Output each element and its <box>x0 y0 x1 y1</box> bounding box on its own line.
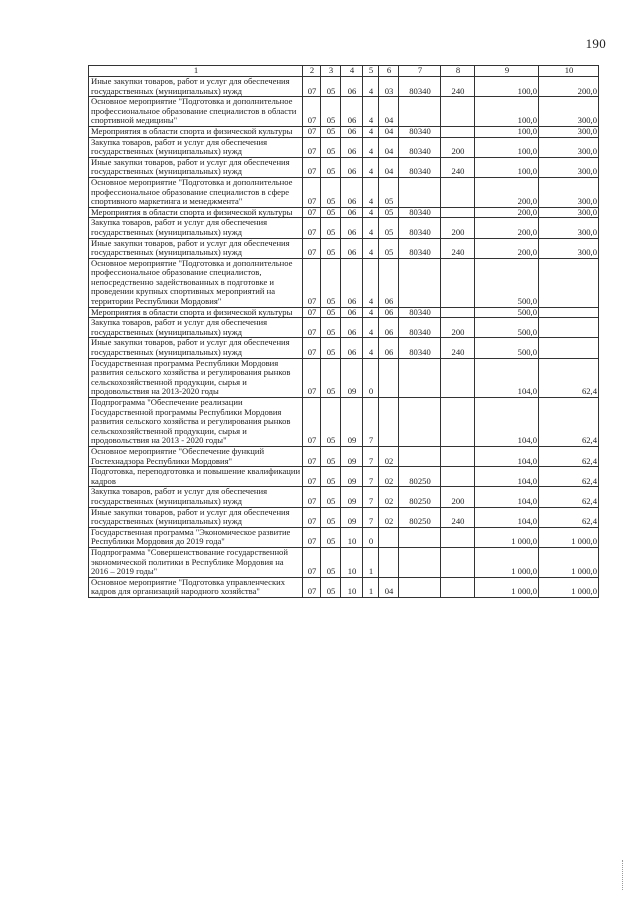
code-subsection: 06 <box>341 77 363 97</box>
code-subsection: 09 <box>341 467 363 487</box>
code-subprogram: 4 <box>363 157 379 177</box>
table-row <box>89 446 599 466</box>
row-name: Иные закупки товаров, работ и услуг для обеспечения государственных (муниципальных) нужд <box>89 157 303 177</box>
code-expense-type <box>441 307 475 318</box>
code-subprogram: 4 <box>363 258 379 307</box>
table-row <box>89 487 599 507</box>
amount-year-1: 500,0 <box>475 318 539 338</box>
table-row <box>89 137 599 157</box>
code-direction <box>399 358 441 397</box>
code-subsection: 06 <box>341 126 363 137</box>
table-row <box>89 258 599 307</box>
code-section: 05 <box>321 137 341 157</box>
amount-year-2: 62,4 <box>539 358 599 397</box>
code-direction: 80340 <box>399 137 441 157</box>
table-row <box>89 467 599 487</box>
code-section: 05 <box>321 157 341 177</box>
table-body <box>89 77 599 598</box>
amount-year-1: 100,0 <box>475 137 539 157</box>
code-subsection: 06 <box>341 258 363 307</box>
code-subprogram: 7 <box>363 507 379 527</box>
row-name: Подготовка, переподготовка и повышение квалификации кадров <box>89 467 303 487</box>
code-chapter: 07 <box>303 547 321 577</box>
column-header-5: 5 <box>363 66 379 77</box>
code-direction: 80250 <box>399 467 441 487</box>
code-subprogram: 7 <box>363 398 379 447</box>
code-subsection: 06 <box>341 157 363 177</box>
column-header-10: 10 <box>539 66 599 77</box>
code-subprogram: 4 <box>363 338 379 358</box>
column-header-4: 4 <box>341 66 363 77</box>
code-expense-type <box>441 446 475 466</box>
code-subsection: 06 <box>341 238 363 258</box>
code-expense-type <box>441 398 475 447</box>
code-chapter: 07 <box>303 157 321 177</box>
code-subprogram: 4 <box>363 126 379 137</box>
code-subsection: 09 <box>341 398 363 447</box>
amount-year-2 <box>539 258 599 307</box>
code-chapter: 07 <box>303 318 321 338</box>
code-event: 04 <box>379 97 399 127</box>
code-section: 05 <box>321 487 341 507</box>
table-row <box>89 338 599 358</box>
row-name: Закупка товаров, работ и услуг для обеспечения государственных (муниципальных) нужд <box>89 487 303 507</box>
code-subsection: 10 <box>341 577 363 597</box>
column-header-2: 2 <box>303 66 321 77</box>
code-subprogram: 4 <box>363 307 379 318</box>
code-event: 02 <box>379 507 399 527</box>
code-expense-type: 240 <box>441 338 475 358</box>
column-header-3: 3 <box>321 66 341 77</box>
code-chapter: 07 <box>303 177 321 207</box>
code-subprogram: 4 <box>363 318 379 338</box>
code-section: 05 <box>321 97 341 127</box>
code-section: 05 <box>321 507 341 527</box>
code-chapter: 07 <box>303 577 321 597</box>
row-name: Закупка товаров, работ и услуг для обеспечения государственных (муниципальных) нужд <box>89 137 303 157</box>
row-name: Иные закупки товаров, работ и услуг для обеспечения государственных (муниципальных) нужд <box>89 338 303 358</box>
code-subprogram: 4 <box>363 218 379 238</box>
table-row <box>89 207 599 218</box>
amount-year-1: 104,0 <box>475 446 539 466</box>
code-subprogram: 4 <box>363 207 379 218</box>
code-expense-type <box>441 177 475 207</box>
table-row <box>89 318 599 338</box>
code-direction <box>399 446 441 466</box>
amount-year-2: 62,4 <box>539 446 599 466</box>
amount-year-2: 1 000,0 <box>539 577 599 597</box>
code-chapter: 07 <box>303 126 321 137</box>
code-subsection: 06 <box>341 318 363 338</box>
code-event: 05 <box>379 177 399 207</box>
code-direction: 80340 <box>399 238 441 258</box>
code-direction <box>399 258 441 307</box>
code-event: 02 <box>379 446 399 466</box>
code-event: 04 <box>379 126 399 137</box>
row-name: Иные закупки товаров, работ и услуг для обеспечения государственных (муниципальных) нужд <box>89 507 303 527</box>
amount-year-1: 100,0 <box>475 77 539 97</box>
amount-year-1: 200,0 <box>475 238 539 258</box>
code-section: 05 <box>321 258 341 307</box>
code-direction: 80340 <box>399 157 441 177</box>
code-expense-type: 200 <box>441 318 475 338</box>
code-subprogram: 4 <box>363 97 379 127</box>
amount-year-2: 300,0 <box>539 97 599 127</box>
code-section: 05 <box>321 177 341 207</box>
code-chapter: 07 <box>303 137 321 157</box>
code-chapter: 07 <box>303 338 321 358</box>
code-subsection: 10 <box>341 547 363 577</box>
row-name: Государственная программа "Экономическое развитие Республики Мордовия до 2019 года" <box>89 527 303 547</box>
code-chapter: 07 <box>303 77 321 97</box>
table-row <box>89 507 599 527</box>
table-row <box>89 577 599 597</box>
amount-year-1: 104,0 <box>475 487 539 507</box>
row-name: Подпрограмма "Совершенствование государственной экономической политики в Республике Мордовия на 2016 – 2019 годы" <box>89 547 303 577</box>
row-name: Закупка товаров, работ и услуг для обеспечения государственных (муниципальных) нужд <box>89 318 303 338</box>
amount-year-1: 1 000,0 <box>475 527 539 547</box>
code-direction: 80340 <box>399 77 441 97</box>
code-section: 05 <box>321 318 341 338</box>
code-event: 06 <box>379 258 399 307</box>
code-direction <box>399 398 441 447</box>
table-row <box>89 77 599 97</box>
page-number: 190 <box>585 36 606 51</box>
code-section: 05 <box>321 207 341 218</box>
code-expense-type: 240 <box>441 157 475 177</box>
amount-year-1: 1 000,0 <box>475 547 539 577</box>
code-chapter: 07 <box>303 238 321 258</box>
code-section: 05 <box>321 527 341 547</box>
amount-year-2: 300,0 <box>539 207 599 218</box>
code-section: 05 <box>321 467 341 487</box>
code-expense-type <box>441 258 475 307</box>
code-subsection: 06 <box>341 218 363 238</box>
header-row <box>89 66 599 77</box>
code-section: 05 <box>321 547 341 577</box>
code-chapter: 07 <box>303 218 321 238</box>
code-section: 05 <box>321 338 341 358</box>
code-section: 05 <box>321 577 341 597</box>
amount-year-2: 62,4 <box>539 467 599 487</box>
table-row <box>89 177 599 207</box>
code-subsection: 09 <box>341 507 363 527</box>
code-chapter: 07 <box>303 487 321 507</box>
amount-year-1: 200,0 <box>475 207 539 218</box>
code-event <box>379 547 399 577</box>
code-event: 06 <box>379 318 399 338</box>
table-row <box>89 527 599 547</box>
code-subprogram: 4 <box>363 238 379 258</box>
code-expense-type <box>441 358 475 397</box>
scan-edge-mark <box>622 860 627 890</box>
row-name: Иные закупки товаров, работ и услуг для обеспечения государственных (муниципальных) нужд <box>89 238 303 258</box>
code-expense-type <box>441 126 475 137</box>
code-expense-type: 200 <box>441 137 475 157</box>
amount-year-1: 100,0 <box>475 157 539 177</box>
code-event: 06 <box>379 338 399 358</box>
row-name: Основное мероприятие "Обеспечение функций Гостехнадзора Республики Мордовия" <box>89 446 303 466</box>
code-section: 05 <box>321 238 341 258</box>
row-name: Государственная программа Республики Мордовия развития сельского хозяйства и регулирования рынков сельскохозяйственной продукции, сырья и продовольствия на 2013-2020 годы <box>89 358 303 397</box>
code-section: 05 <box>321 307 341 318</box>
code-subprogram: 4 <box>363 177 379 207</box>
code-subsection: 09 <box>341 446 363 466</box>
amount-year-2: 1 000,0 <box>539 527 599 547</box>
code-chapter: 07 <box>303 307 321 318</box>
column-header-8: 8 <box>441 66 475 77</box>
table-row <box>89 218 599 238</box>
column-header-1: 1 <box>89 66 303 77</box>
amount-year-2: 300,0 <box>539 126 599 137</box>
code-direction: 80250 <box>399 487 441 507</box>
code-event: 04 <box>379 577 399 597</box>
amount-year-2: 300,0 <box>539 137 599 157</box>
amount-year-2 <box>539 318 599 338</box>
code-chapter: 07 <box>303 398 321 447</box>
row-name: Основное мероприятие "Подготовка и дополнительное профессиональное образование специалистов, непосредственно задействованных в подготовке и проведении крупных спортивных мероприятий на территории Республики Мордовия" <box>89 258 303 307</box>
code-direction <box>399 547 441 577</box>
amount-year-1: 500,0 <box>475 258 539 307</box>
row-name: Подпрограмма "Обеспечение реализации Государственной программы Республики Мордовия развития сельского хозяйства и регулирования рынков сельскохозяйственной продукции, сырья и продовольствия на 2013 - 2020 годы" <box>89 398 303 447</box>
code-event: 04 <box>379 137 399 157</box>
amount-year-2: 300,0 <box>539 177 599 207</box>
row-name: Основное мероприятие "Подготовка управленческих кадров для организаций народного хозяйства" <box>89 577 303 597</box>
code-section: 05 <box>321 358 341 397</box>
code-event <box>379 398 399 447</box>
amount-year-2: 62,4 <box>539 487 599 507</box>
code-direction: 80340 <box>399 338 441 358</box>
code-expense-type <box>441 547 475 577</box>
amount-year-1: 200,0 <box>475 177 539 207</box>
code-subsection: 06 <box>341 137 363 157</box>
code-subprogram: 7 <box>363 487 379 507</box>
code-subsection: 06 <box>341 207 363 218</box>
code-expense-type: 240 <box>441 507 475 527</box>
code-direction <box>399 97 441 127</box>
code-section: 05 <box>321 398 341 447</box>
amount-year-1: 200,0 <box>475 218 539 238</box>
amount-year-1: 104,0 <box>475 507 539 527</box>
row-name: Мероприятия в области спорта и физической культуры <box>89 207 303 218</box>
table-row <box>89 157 599 177</box>
code-expense-type <box>441 207 475 218</box>
code-chapter: 07 <box>303 358 321 397</box>
amount-year-1: 1 000,0 <box>475 577 539 597</box>
code-event <box>379 358 399 397</box>
code-chapter: 07 <box>303 507 321 527</box>
column-header-7: 7 <box>399 66 441 77</box>
code-subsection: 06 <box>341 97 363 127</box>
code-subprogram: 0 <box>363 358 379 397</box>
code-subsection: 09 <box>341 487 363 507</box>
code-section: 05 <box>321 77 341 97</box>
code-event: 02 <box>379 487 399 507</box>
amount-year-2: 300,0 <box>539 218 599 238</box>
code-subprogram: 4 <box>363 137 379 157</box>
table-row <box>89 398 599 447</box>
code-chapter: 07 <box>303 467 321 487</box>
amount-year-1: 100,0 <box>475 97 539 127</box>
code-subsection: 06 <box>341 177 363 207</box>
row-name: Мероприятия в области спорта и физической культуры <box>89 126 303 137</box>
amount-year-2 <box>539 307 599 318</box>
code-subprogram: 0 <box>363 527 379 547</box>
code-event: 05 <box>379 218 399 238</box>
amount-year-1: 104,0 <box>475 398 539 447</box>
code-expense-type <box>441 527 475 547</box>
code-expense-type: 200 <box>441 218 475 238</box>
amount-year-1: 500,0 <box>475 307 539 318</box>
amount-year-1: 100,0 <box>475 126 539 137</box>
code-chapter: 07 <box>303 97 321 127</box>
code-section: 05 <box>321 218 341 238</box>
code-subsection: 06 <box>341 338 363 358</box>
row-name: Иные закупки товаров, работ и услуг для обеспечения государственных (муниципальных) нужд <box>89 77 303 97</box>
amount-year-2: 300,0 <box>539 157 599 177</box>
code-section: 05 <box>321 126 341 137</box>
code-expense-type: 240 <box>441 238 475 258</box>
code-event: 05 <box>379 207 399 218</box>
code-event: 06 <box>379 307 399 318</box>
code-chapter: 07 <box>303 207 321 218</box>
code-direction: 80250 <box>399 507 441 527</box>
code-subsection: 09 <box>341 358 363 397</box>
code-chapter: 07 <box>303 446 321 466</box>
code-subprogram: 1 <box>363 547 379 577</box>
code-subprogram: 7 <box>363 446 379 466</box>
code-subprogram: 1 <box>363 577 379 597</box>
code-event <box>379 527 399 547</box>
code-chapter: 07 <box>303 527 321 547</box>
code-expense-type: 200 <box>441 487 475 507</box>
table-row <box>89 358 599 397</box>
amount-year-1: 104,0 <box>475 467 539 487</box>
amount-year-2: 200,0 <box>539 77 599 97</box>
code-event: 04 <box>379 157 399 177</box>
code-event: 02 <box>379 467 399 487</box>
code-chapter: 07 <box>303 258 321 307</box>
code-subprogram: 4 <box>363 77 379 97</box>
code-expense-type <box>441 577 475 597</box>
code-expense-type <box>441 97 475 127</box>
budget-table <box>88 65 599 598</box>
amount-year-1: 104,0 <box>475 358 539 397</box>
amount-year-2 <box>539 338 599 358</box>
code-direction <box>399 177 441 207</box>
code-event: 03 <box>379 77 399 97</box>
amount-year-2: 62,4 <box>539 507 599 527</box>
table-row <box>89 97 599 127</box>
amount-year-2: 1 000,0 <box>539 547 599 577</box>
row-name: Закупка товаров, работ и услуг для обеспечения государственных (муниципальных) нужд <box>89 218 303 238</box>
code-subsection: 10 <box>341 527 363 547</box>
column-header-6: 6 <box>379 66 399 77</box>
code-direction: 80340 <box>399 218 441 238</box>
code-expense-type: 240 <box>441 77 475 97</box>
amount-year-2: 300,0 <box>539 238 599 258</box>
column-header-9: 9 <box>475 66 539 77</box>
row-name: Мероприятия в области спорта и физической культуры <box>89 307 303 318</box>
code-event: 05 <box>379 238 399 258</box>
code-expense-type <box>441 467 475 487</box>
amount-year-2: 62,4 <box>539 398 599 447</box>
code-direction <box>399 577 441 597</box>
code-direction <box>399 527 441 547</box>
code-direction: 80340 <box>399 126 441 137</box>
row-name: Основное мероприятие "Подготовка и дополнительное профессиональное образование специалистов в сфере спортивного маркетинга и менеджмента" <box>89 177 303 207</box>
table-row <box>89 238 599 258</box>
code-direction: 80340 <box>399 207 441 218</box>
code-subprogram: 7 <box>363 467 379 487</box>
table-row <box>89 126 599 137</box>
amount-year-1: 500,0 <box>475 338 539 358</box>
code-direction: 80340 <box>399 307 441 318</box>
row-name: Основное мероприятие "Подготовка и дополнительное профессиональное образование специалистов в области спортивной медицины" <box>89 97 303 127</box>
code-section: 05 <box>321 446 341 466</box>
code-direction: 80340 <box>399 318 441 338</box>
code-subsection: 06 <box>341 307 363 318</box>
table-row <box>89 307 599 318</box>
table-row <box>89 547 599 577</box>
